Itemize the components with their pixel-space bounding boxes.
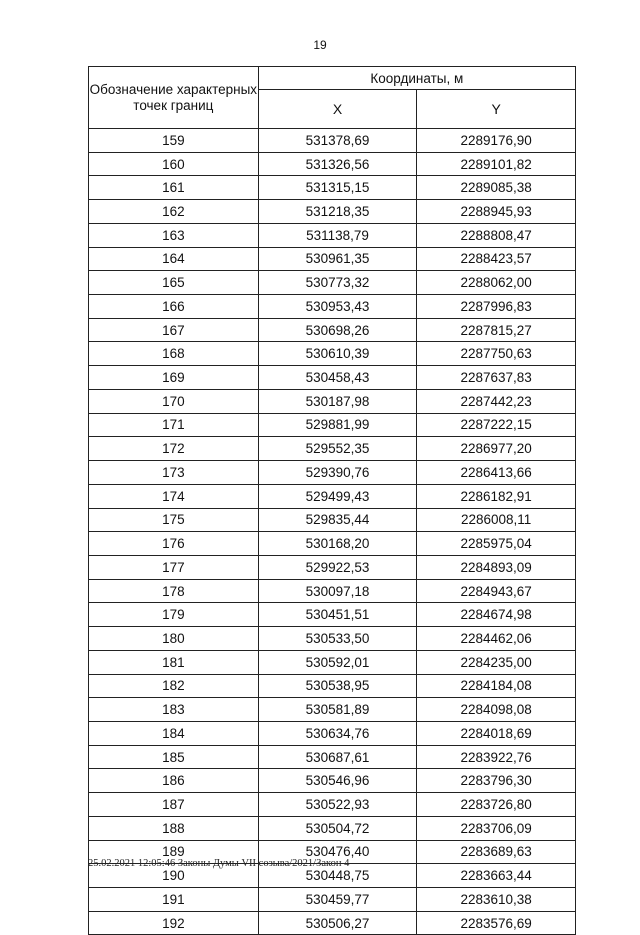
cell-point: 167: [89, 318, 259, 342]
cell-y: 2289101,82: [417, 152, 576, 176]
cell-x: 530953,43: [258, 295, 417, 319]
cell-y: 2283922,76: [417, 745, 576, 769]
cell-point: 184: [89, 721, 259, 745]
cell-point: 182: [89, 674, 259, 698]
table-row: [89, 389, 576, 413]
cell-x: 530687,61: [258, 745, 417, 769]
cell-y: 2284943,67: [417, 579, 576, 603]
cell-point: 171: [89, 413, 259, 437]
cell-y: 2287442,23: [417, 389, 576, 413]
cell-x: 530546,96: [258, 769, 417, 793]
cell-y: 2283706,09: [417, 816, 576, 840]
cell-x: 530634,76: [258, 721, 417, 745]
table-row: [89, 888, 576, 912]
cell-x: 530533,50: [258, 627, 417, 651]
cell-x: 530592,01: [258, 650, 417, 674]
page-number: 19: [313, 38, 327, 52]
cell-x: 530458,43: [258, 366, 417, 390]
cell-y: 2288808,47: [417, 223, 576, 247]
cell-y: 2283663,44: [417, 864, 576, 888]
table-row: [89, 698, 576, 722]
cell-point: 174: [89, 484, 259, 508]
footer-stamp: 25.02.2021 12:05:46 Законы Думы VII созыва/2021/Закон 4: [88, 858, 350, 869]
table-row: [89, 342, 576, 366]
cell-point: 188: [89, 816, 259, 840]
cell-point: 170: [89, 389, 259, 413]
cell-point: 179: [89, 603, 259, 627]
cell-point: 181: [89, 650, 259, 674]
cell-point: 176: [89, 532, 259, 556]
table-row: [89, 247, 576, 271]
table-row: [89, 603, 576, 627]
table-header: [89, 67, 576, 129]
table-row: [89, 484, 576, 508]
cell-x: 530451,51: [258, 603, 417, 627]
cell-y: 2287222,15: [417, 413, 576, 437]
table-row: [89, 295, 576, 319]
cell-x: 530538,95: [258, 674, 417, 698]
cell-y: 2283726,80: [417, 793, 576, 817]
cell-point: 172: [89, 437, 259, 461]
cell-y: 2283576,69: [417, 911, 576, 935]
cell-point: 161: [89, 176, 259, 200]
cell-y: 2283610,38: [417, 888, 576, 912]
cell-x: 530504,72: [258, 816, 417, 840]
cell-y: 2284184,08: [417, 674, 576, 698]
coordinates-table: [88, 66, 576, 935]
cell-y: 2286413,66: [417, 461, 576, 485]
cell-y: 2289085,38: [417, 176, 576, 200]
header-coordinates: Координаты, м: [258, 67, 575, 90]
cell-y: 2287815,27: [417, 318, 576, 342]
cell-y: 2284674,98: [417, 603, 576, 627]
cell-point: 162: [89, 200, 259, 224]
table-row: [89, 579, 576, 603]
cell-x: 530698,26: [258, 318, 417, 342]
cell-point: 189: [89, 840, 259, 864]
cell-y: 2287996,83: [417, 295, 576, 319]
cell-y: 2284462,06: [417, 627, 576, 651]
header-y: Y: [417, 90, 576, 129]
cell-x: 530448,75: [258, 864, 417, 888]
table-row: [89, 129, 576, 153]
cell-x: 529552,35: [258, 437, 417, 461]
cell-x: 530522,93: [258, 793, 417, 817]
cell-x: 531138,79: [258, 223, 417, 247]
cell-point: 163: [89, 223, 259, 247]
cell-point: 177: [89, 555, 259, 579]
cell-point: 160: [89, 152, 259, 176]
cell-x: 529835,44: [258, 508, 417, 532]
cell-x: 529922,53: [258, 555, 417, 579]
cell-point: 185: [89, 745, 259, 769]
table-row: [89, 152, 576, 176]
cell-y: 2289176,90: [417, 129, 576, 153]
cell-point: 164: [89, 247, 259, 271]
header-x: X: [258, 90, 417, 129]
cell-point: 173: [89, 461, 259, 485]
cell-y: 2286182,91: [417, 484, 576, 508]
cell-y: 2284235,00: [417, 650, 576, 674]
cell-point: 166: [89, 295, 259, 319]
cell-x: 530168,20: [258, 532, 417, 556]
cell-x: 529881,99: [258, 413, 417, 437]
cell-point: 178: [89, 579, 259, 603]
cell-x: 529499,43: [258, 484, 417, 508]
header-point-designation: Обозначение характерных точек границ: [89, 67, 259, 129]
cell-y: 2287637,83: [417, 366, 576, 390]
cell-x: 531315,15: [258, 176, 417, 200]
cell-point: 159: [89, 129, 259, 153]
cell-y: 2286008,11: [417, 508, 576, 532]
cell-x: 530476,40: [258, 840, 417, 864]
table-row: [89, 721, 576, 745]
cell-x: 530459,77: [258, 888, 417, 912]
table-row: [89, 318, 576, 342]
cell-point: 169: [89, 366, 259, 390]
table-row: [89, 555, 576, 579]
table-row: [89, 674, 576, 698]
cell-y: 2286977,20: [417, 437, 576, 461]
cell-x: 531218,35: [258, 200, 417, 224]
table-row: [89, 508, 576, 532]
table-row: [89, 769, 576, 793]
cell-x: 531378,69: [258, 129, 417, 153]
table-row: [89, 437, 576, 461]
cell-y: 2284018,69: [417, 721, 576, 745]
table-row: [89, 223, 576, 247]
cell-x: 530581,89: [258, 698, 417, 722]
table-row: [89, 461, 576, 485]
cell-x: 530773,32: [258, 271, 417, 295]
cell-point: 186: [89, 769, 259, 793]
cell-point: 183: [89, 698, 259, 722]
cell-x: 529390,76: [258, 461, 417, 485]
table-row: [89, 200, 576, 224]
table-row: [89, 627, 576, 651]
cell-y: 2283689,63: [417, 840, 576, 864]
table-row: [89, 745, 576, 769]
cell-point: 180: [89, 627, 259, 651]
table-body: [89, 129, 576, 935]
table-row: [89, 271, 576, 295]
table-row: [89, 816, 576, 840]
cell-y: 2284098,08: [417, 698, 576, 722]
table-row: [89, 413, 576, 437]
cell-point: 191: [89, 888, 259, 912]
table-row: [89, 650, 576, 674]
table-row: [89, 366, 576, 390]
cell-x: 530187,98: [258, 389, 417, 413]
cell-point: 187: [89, 793, 259, 817]
cell-x: 531326,56: [258, 152, 417, 176]
table-row: [89, 176, 576, 200]
cell-point: 175: [89, 508, 259, 532]
cell-y: 2283796,30: [417, 769, 576, 793]
cell-x: 530961,35: [258, 247, 417, 271]
cell-y: 2287750,63: [417, 342, 576, 366]
cell-y: 2288945,93: [417, 200, 576, 224]
cell-point: 165: [89, 271, 259, 295]
cell-y: 2284893,09: [417, 555, 576, 579]
cell-x: 530610,39: [258, 342, 417, 366]
table-row: [89, 532, 576, 556]
cell-x: 530506,27: [258, 911, 417, 935]
cell-y: 2285975,04: [417, 532, 576, 556]
cell-x: 530097,18: [258, 579, 417, 603]
cell-y: 2288062,00: [417, 271, 576, 295]
cell-y: 2288423,57: [417, 247, 576, 271]
cell-point: 190: [89, 864, 259, 888]
cell-point: 192: [89, 911, 259, 935]
cell-point: 168: [89, 342, 259, 366]
table-row: [89, 793, 576, 817]
table-row: [89, 911, 576, 935]
